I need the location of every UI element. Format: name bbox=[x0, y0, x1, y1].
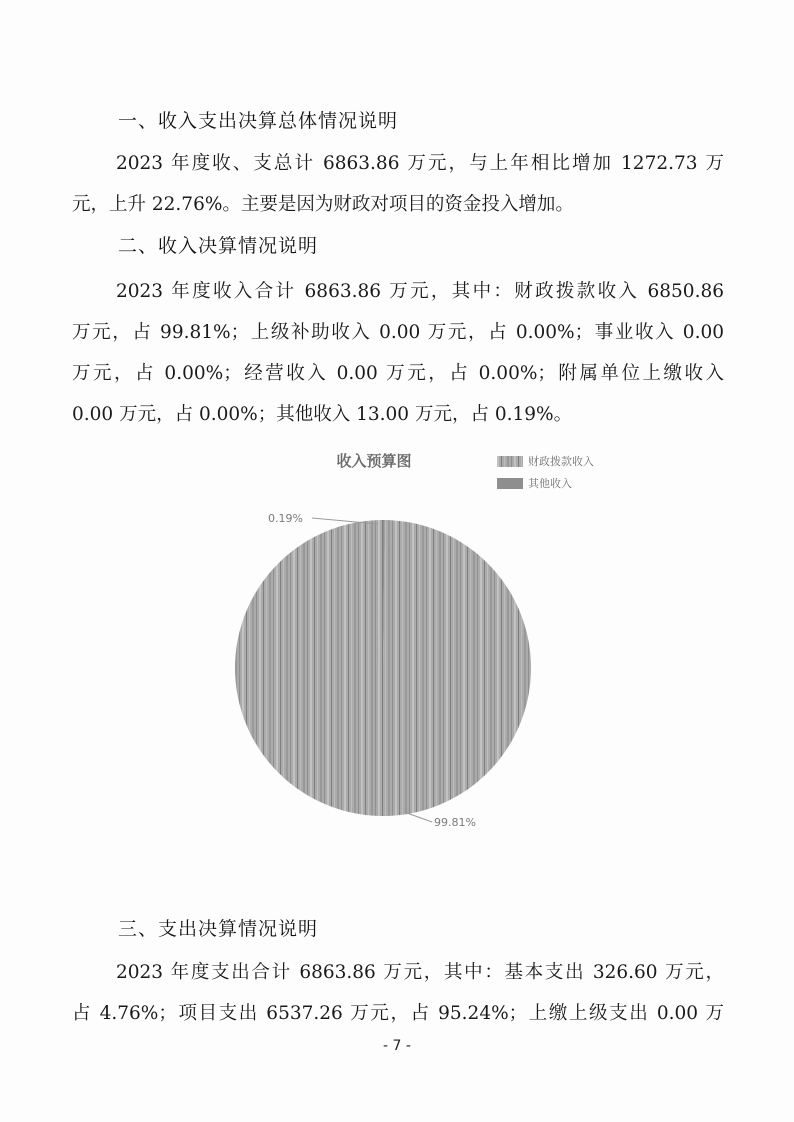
paragraph-line: 万元，占 99.81%；上级补助收入 0.00 万元，占 0.00%；事业收入 0.00 bbox=[72, 322, 724, 343]
legend-label-0: 财政拨款收入 bbox=[528, 455, 594, 468]
section2-heading: 二、收入决算情况说明 bbox=[118, 235, 319, 257]
data-label-0: 99.81% bbox=[434, 816, 476, 829]
section1-heading: 一、收入支出决算总体情况说明 bbox=[118, 110, 399, 132]
paragraph-line: 2023 年度支出合计 6863.86 万元，其中：基本支出 326.60 万元， bbox=[116, 962, 724, 983]
legend-swatch-0 bbox=[497, 456, 523, 467]
chart-legend bbox=[497, 454, 594, 490]
legend-swatch-1 bbox=[497, 478, 523, 489]
pie-slices bbox=[235, 520, 531, 816]
legend-label-1: 其他收入 bbox=[528, 477, 572, 490]
paragraph-line: 2023 年度收、支总计 6863.86 万元，与上年相比增加 1272.73 万 bbox=[116, 153, 724, 174]
pie-slice-0 bbox=[235, 520, 531, 816]
section3-paragraph bbox=[72, 952, 724, 1034]
chart-title: 收入预算图 bbox=[336, 452, 412, 470]
paragraph-line: 万元，占 0.00%；经营收入 0.00 万元，占 0.00%；附属单位上缴收入 bbox=[72, 363, 724, 384]
page-number: - 7 - bbox=[383, 1038, 411, 1054]
paragraph-line: 元，上升 22.76%。主要是因为财政对项目的资金投入增加。 bbox=[72, 194, 574, 215]
data-label-1: 0.19% bbox=[268, 512, 303, 525]
paragraph-line: 占 4.76%；项目支出 6537.26 万元，占 95.24%；上缴上级支出 0.00 万 bbox=[72, 1003, 724, 1024]
leader-line-0 bbox=[407, 813, 432, 822]
paragraph-line: 2023 年度收入合计 6863.86 万元，其中：财政拨款收入 6850.86 bbox=[116, 281, 724, 302]
paragraph-line: 0.00 万元，占 0.00%；其他收入 13.00 万元，占 0.19%。 bbox=[72, 404, 573, 425]
section3-heading: 三、支出决算情况说明 bbox=[118, 918, 319, 940]
